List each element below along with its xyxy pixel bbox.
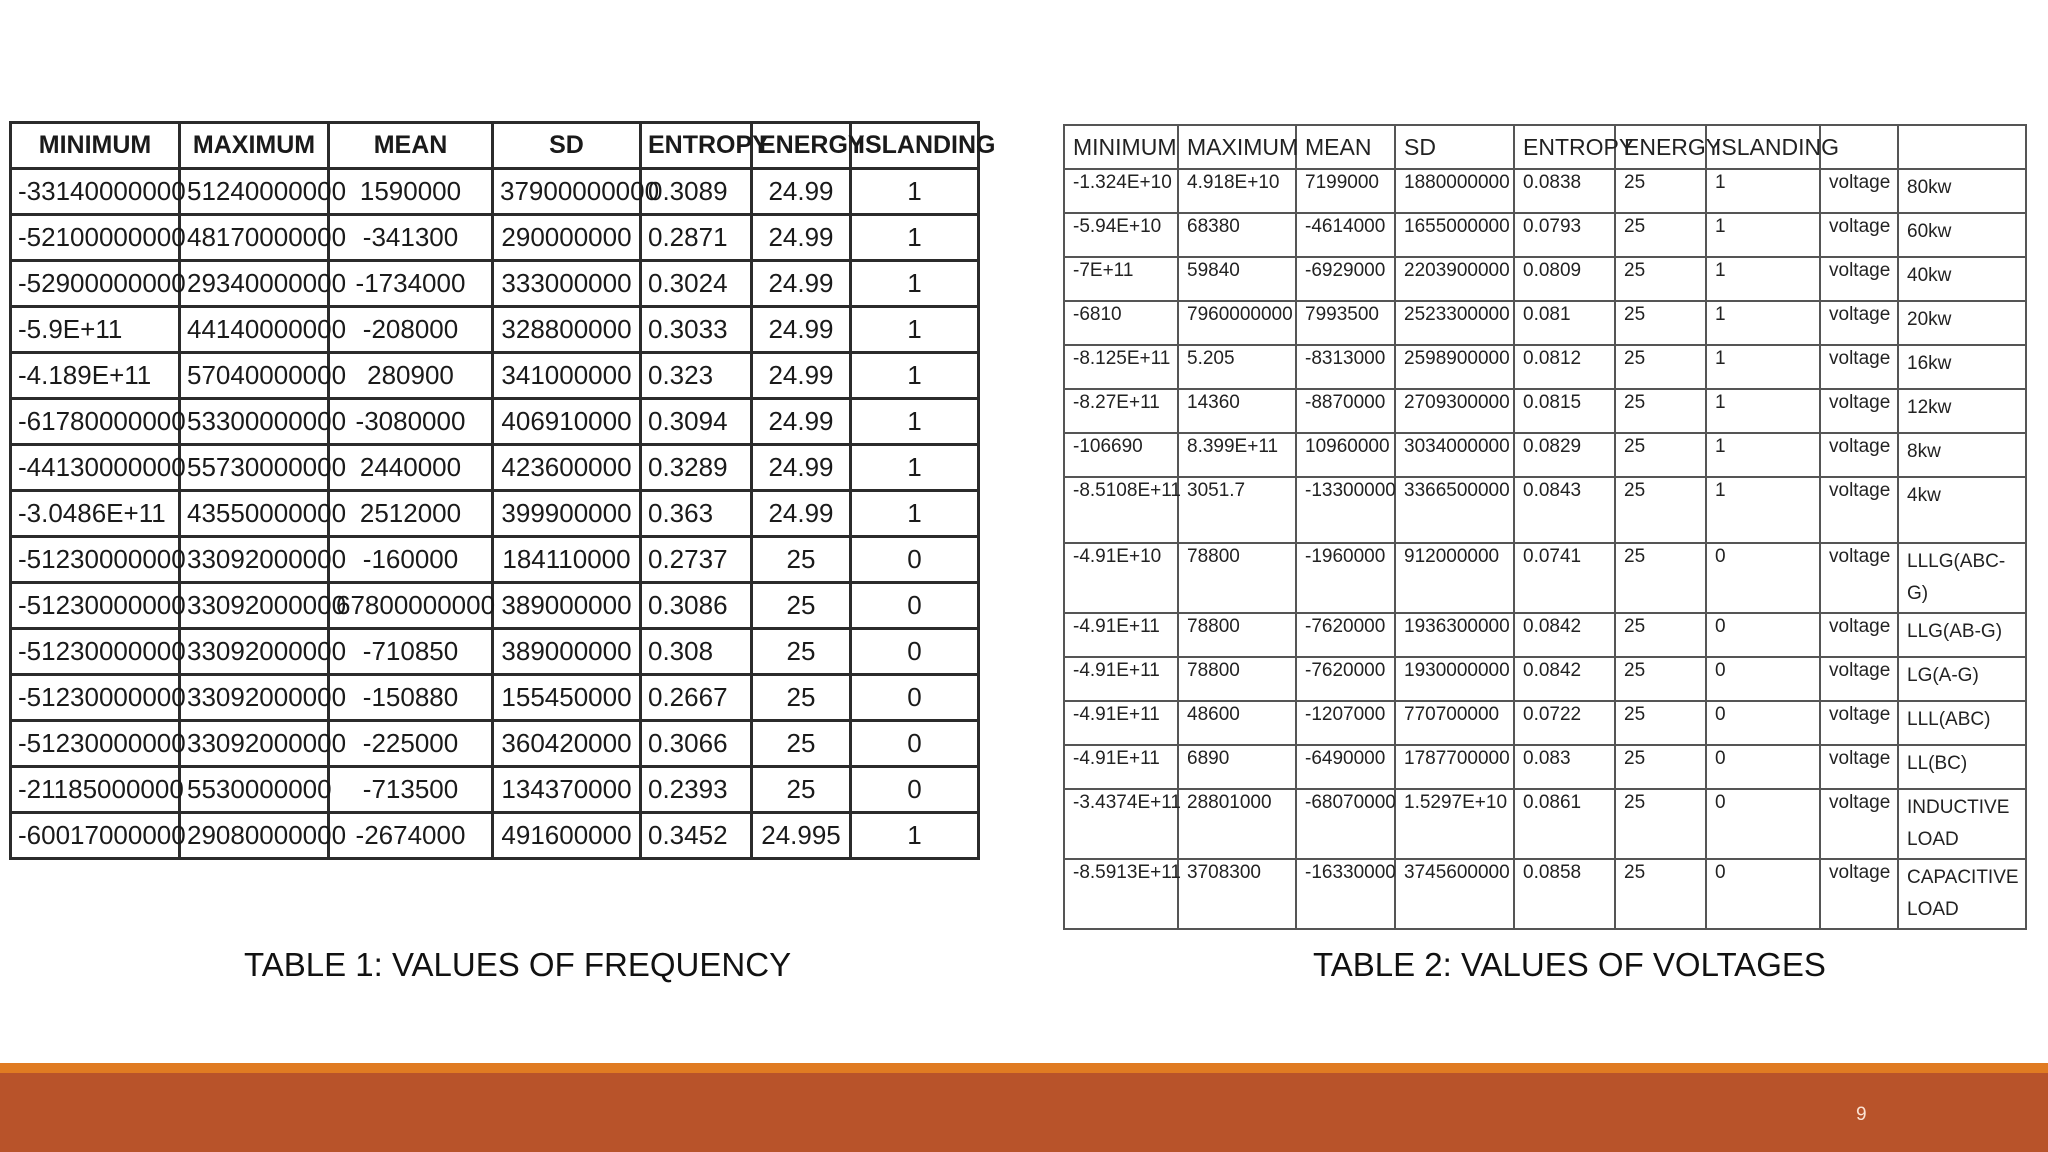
table-cell: 25: [752, 583, 851, 629]
table-cell: 0.081: [1514, 301, 1615, 345]
table-cell: 0: [851, 629, 979, 675]
table-cell: 25: [1615, 477, 1706, 543]
table-cell: 0.0829: [1514, 433, 1615, 477]
table-cell: 25: [1615, 657, 1706, 701]
table-cell: 0.0741: [1514, 543, 1615, 613]
table-row: [11, 445, 979, 491]
table-cell: 1880000000: [1395, 169, 1514, 213]
table-cell: 0: [851, 767, 979, 813]
table-cell: 25: [1615, 389, 1706, 433]
table-cell: 0.0812: [1514, 345, 1615, 389]
table-cell: 1: [1706, 169, 1820, 213]
table-header-row: [1064, 125, 2026, 169]
column-header: MINIMUM: [1064, 125, 1178, 169]
frequency-table: [9, 121, 996, 860]
table-cell: 0.2393: [641, 767, 752, 813]
table-row: [11, 215, 979, 261]
table-cell: 0.363: [641, 491, 752, 537]
table-cell: 28801000: [1178, 789, 1296, 859]
table-cell: 0.0793: [1514, 213, 1615, 257]
table-cell: 1.5297E+10: [1395, 789, 1514, 859]
table-cell: -106690: [1064, 433, 1178, 477]
table-cell: 10960000: [1296, 433, 1395, 477]
table-cell: 25: [1615, 301, 1706, 345]
table-cell: 48170000000: [180, 215, 329, 261]
table-cell: 4.918E+10: [1178, 169, 1296, 213]
table-cell: 0: [851, 537, 979, 583]
table-cell: 360420000: [493, 721, 641, 767]
table-cell: 3051.7: [1178, 477, 1296, 543]
table-cell: 1: [851, 491, 979, 537]
table-cell: 24.99: [752, 445, 851, 491]
table-row: [11, 353, 979, 399]
table-cell: 59840: [1178, 257, 1296, 301]
table-cell: 0.0842: [1514, 613, 1615, 657]
table-cell: voltage: [1820, 859, 1898, 929]
column-header: ENTROPY: [641, 123, 752, 169]
table-cell: voltage: [1820, 657, 1898, 701]
table-cell: -4.91E+11: [1064, 745, 1178, 789]
table-cell: -7E+11: [1064, 257, 1178, 301]
table-cell: 389000000: [493, 629, 641, 675]
table-cell: 1: [1706, 477, 1820, 543]
column-header: MAXIMUM: [1178, 125, 1296, 169]
table-cell: 406910000: [493, 399, 641, 445]
table-cell: 25: [752, 767, 851, 813]
table-header-row: [11, 123, 979, 169]
table-cell: -1207000: [1296, 701, 1395, 745]
table-cell: 67800000000: [329, 583, 493, 629]
table-cell: LG(A-G): [1898, 657, 2026, 701]
table-cell: 8.399E+11: [1178, 433, 1296, 477]
table-row: [11, 767, 979, 813]
table-cell: 1: [1706, 301, 1820, 345]
table-cell: 3708300: [1178, 859, 1296, 929]
table-cell: 912000000: [1395, 543, 1514, 613]
table-cell: 25: [1615, 789, 1706, 859]
table-cell: 0.0809: [1514, 257, 1615, 301]
table-cell: -8.125E+11: [1064, 345, 1178, 389]
table-cell: 3745600000: [1395, 859, 1514, 929]
table-row: [11, 675, 979, 721]
table-cell: 2512000: [329, 491, 493, 537]
table-row: [1064, 433, 2026, 477]
footer-bar: [0, 1073, 2048, 1152]
table-cell: 1787700000: [1395, 745, 1514, 789]
table-cell: 25: [1615, 613, 1706, 657]
table-row: [1064, 657, 2026, 701]
table-cell: 0.2737: [641, 537, 752, 583]
table-cell: -225000: [329, 721, 493, 767]
table-cell: 1936300000: [1395, 613, 1514, 657]
table-cell: 491600000: [493, 813, 641, 859]
table-cell: -2674000: [329, 813, 493, 859]
table-cell: 16kw: [1898, 345, 2026, 389]
table-cell: 25: [752, 537, 851, 583]
table-cell: 5530000000: [180, 767, 329, 813]
table-cell: 78800: [1178, 613, 1296, 657]
table-cell: 1: [851, 445, 979, 491]
table-cell: 33092000000: [180, 721, 329, 767]
table-cell: 1: [1706, 389, 1820, 433]
table-cell: 33092000000: [180, 629, 329, 675]
table-cell: 14360: [1178, 389, 1296, 433]
table-cell: voltage: [1820, 433, 1898, 477]
table-cell: 25: [1615, 213, 1706, 257]
table-cell: 1: [851, 353, 979, 399]
table-cell: 33092000000: [180, 537, 329, 583]
table-cell: 423600000: [493, 445, 641, 491]
table-cell: 1: [1706, 257, 1820, 301]
table-cell: 20kw: [1898, 301, 2026, 345]
column-header: MAXIMUM: [180, 123, 329, 169]
table-cell: -710850: [329, 629, 493, 675]
table-cell: -52900000000: [11, 261, 180, 307]
table-cell: 0: [1706, 657, 1820, 701]
table-cell: -4.91E+11: [1064, 613, 1178, 657]
table-cell: 0.308: [641, 629, 752, 675]
column-header: ENERGY: [752, 123, 851, 169]
table-cell: 1: [1706, 433, 1820, 477]
table-cell: voltage: [1820, 213, 1898, 257]
table-row: [1064, 701, 2026, 745]
table-cell: -16330000: [1296, 859, 1395, 929]
table-cell: 78800: [1178, 543, 1296, 613]
column-header: SD: [493, 123, 641, 169]
table-cell: 290000000: [493, 215, 641, 261]
table-cell: 0.0722: [1514, 701, 1615, 745]
table-cell: voltage: [1820, 301, 1898, 345]
table-cell: voltage: [1820, 257, 1898, 301]
table-cell: -4.91E+10: [1064, 543, 1178, 613]
table-cell: 1: [851, 169, 979, 215]
table-cell: 0: [851, 583, 979, 629]
table-cell: -713500: [329, 767, 493, 813]
table-cell: voltage: [1820, 543, 1898, 613]
table-cell: -341300: [329, 215, 493, 261]
table-cell: 40kw: [1898, 257, 2026, 301]
column-header: MEAN: [1296, 125, 1395, 169]
table-cell: LLL(ABC): [1898, 701, 2026, 745]
column-header: ISLANDING: [851, 123, 979, 169]
table-cell: -1.324E+10: [1064, 169, 1178, 213]
table-cell: 51240000000: [180, 169, 329, 215]
table-cell: 29340000000: [180, 261, 329, 307]
table-cell: 0.3066: [641, 721, 752, 767]
table-cell: CAPACITIVE LOAD: [1898, 859, 2026, 929]
table-cell: 0: [1706, 543, 1820, 613]
table-cell: 24.99: [752, 491, 851, 537]
table-cell: 29080000000: [180, 813, 329, 859]
table-cell: -8.5913E+11: [1064, 859, 1178, 929]
table-row: [11, 261, 979, 307]
table-cell: 24.99: [752, 261, 851, 307]
table-cell: 1: [1706, 213, 1820, 257]
table-row: [11, 399, 979, 445]
table-cell: 0.0861: [1514, 789, 1615, 859]
table-cell: -6929000: [1296, 257, 1395, 301]
table-cell: 60kw: [1898, 213, 2026, 257]
table-cell: 68380: [1178, 213, 1296, 257]
table-cell: 2440000: [329, 445, 493, 491]
table-row: [11, 721, 979, 767]
table-cell: -160000: [329, 537, 493, 583]
table-cell: voltage: [1820, 613, 1898, 657]
table-cell: 1: [851, 261, 979, 307]
table-cell: -7620000: [1296, 613, 1395, 657]
table-cell: 2709300000: [1395, 389, 1514, 433]
table-cell: 7960000000: [1178, 301, 1296, 345]
table-cell: -6490000: [1296, 745, 1395, 789]
table-cell: -51230000000: [11, 675, 180, 721]
table-cell: voltage: [1820, 789, 1898, 859]
table-cell: -60017000000: [11, 813, 180, 859]
table-row: [1064, 789, 2026, 859]
table-row: [1064, 345, 2026, 389]
table-cell: 2203900000: [1395, 257, 1514, 301]
table-cell: 80kw: [1898, 169, 2026, 213]
table-cell: 7199000: [1296, 169, 1395, 213]
table-cell: -1960000: [1296, 543, 1395, 613]
table-cell: LL(BC): [1898, 745, 2026, 789]
table-cell: voltage: [1820, 701, 1898, 745]
table-cell: 2523300000: [1395, 301, 1514, 345]
table-row: [11, 537, 979, 583]
table-cell: -21185000000: [11, 767, 180, 813]
table-row: [11, 629, 979, 675]
table-cell: 0: [1706, 745, 1820, 789]
table-cell: 8kw: [1898, 433, 2026, 477]
table-cell: 24.99: [752, 215, 851, 261]
table-cell: 0.083: [1514, 745, 1615, 789]
table-cell: -150880: [329, 675, 493, 721]
table-cell: 2598900000: [1395, 345, 1514, 389]
table-cell: 25: [1615, 543, 1706, 613]
table-row: [1064, 745, 2026, 789]
table-row: [1064, 169, 2026, 213]
table-cell: 341000000: [493, 353, 641, 399]
table-cell: 3366500000: [1395, 477, 1514, 543]
table-cell: 333000000: [493, 261, 641, 307]
table-cell: -5.94E+10: [1064, 213, 1178, 257]
table-cell: 155450000: [493, 675, 641, 721]
table-cell: 12kw: [1898, 389, 2026, 433]
column-header: ENTROPY: [1514, 125, 1615, 169]
table-cell: 24.99: [752, 399, 851, 445]
table-cell: 0.0815: [1514, 389, 1615, 433]
table-cell: -13300000: [1296, 477, 1395, 543]
table-cell: voltage: [1820, 345, 1898, 389]
table-cell: 134370000: [493, 767, 641, 813]
table-row: [1064, 257, 2026, 301]
table-cell: 399900000: [493, 491, 641, 537]
table-cell: 25: [1615, 859, 1706, 929]
table-cell: 0.0838: [1514, 169, 1615, 213]
table2-caption: TABLE 2: VALUES OF VOLTAGES: [1313, 946, 1826, 983]
voltage-table: [1063, 124, 2027, 930]
page-number: 9: [1856, 1104, 1867, 1125]
table-cell: 0.3089: [641, 169, 752, 215]
table-cell: 0: [1706, 613, 1820, 657]
table-cell: 0.3086: [641, 583, 752, 629]
table-cell: 25: [752, 629, 851, 675]
table-cell: 0.3094: [641, 399, 752, 445]
table-cell: 1: [851, 215, 979, 261]
table-row: [11, 169, 979, 215]
table-cell: 0.0842: [1514, 657, 1615, 701]
table-cell: 280900: [329, 353, 493, 399]
table-row: [1064, 543, 2026, 613]
table-cell: -4.91E+11: [1064, 701, 1178, 745]
table-row: [11, 583, 979, 629]
table-cell: 0: [851, 721, 979, 767]
column-header: MINIMUM: [11, 123, 180, 169]
table-cell: -6810: [1064, 301, 1178, 345]
table-cell: 1: [851, 307, 979, 353]
table-cell: LLLG(ABC-G): [1898, 543, 2026, 613]
table-cell: 1: [851, 813, 979, 859]
table-cell: 0.3024: [641, 261, 752, 307]
table-cell: 0.0843: [1514, 477, 1615, 543]
table-cell: -7620000: [1296, 657, 1395, 701]
table-row: [1064, 613, 2026, 657]
table-cell: 770700000: [1395, 701, 1514, 745]
table-cell: 1930000000: [1395, 657, 1514, 701]
table-cell: 7993500: [1296, 301, 1395, 345]
table-cell: 3034000000: [1395, 433, 1514, 477]
table-cell: -51230000000: [11, 721, 180, 767]
table-cell: 33092000000: [180, 583, 329, 629]
table-cell: 0.3033: [641, 307, 752, 353]
table-cell: 0.3289: [641, 445, 752, 491]
table-row: [11, 813, 979, 859]
table-cell: voltage: [1820, 169, 1898, 213]
table-cell: -68070000: [1296, 789, 1395, 859]
table-cell: 25: [1615, 745, 1706, 789]
table-cell: 37900000000: [493, 169, 641, 215]
column-header: [1898, 125, 2026, 169]
table-cell: 33092000000: [180, 675, 329, 721]
column-header: ENERGY: [1615, 125, 1706, 169]
table-cell: 5.205: [1178, 345, 1296, 389]
footer-accent-line: [0, 1063, 2048, 1073]
table-cell: 57040000000: [180, 353, 329, 399]
table-cell: 6890: [1178, 745, 1296, 789]
table-cell: 1: [1706, 345, 1820, 389]
table-cell: 24.99: [752, 307, 851, 353]
table-cell: 0: [851, 675, 979, 721]
table-cell: 25: [752, 721, 851, 767]
column-header: ISLANDING: [1706, 125, 1820, 169]
table-cell: voltage: [1820, 477, 1898, 543]
table-cell: 0.323: [641, 353, 752, 399]
table-cell: LLG(AB-G): [1898, 613, 2026, 657]
table-cell: -8.5108E+11: [1064, 477, 1178, 543]
column-header: SD: [1395, 125, 1514, 169]
table-cell: 53300000000: [180, 399, 329, 445]
table-cell: 1: [851, 399, 979, 445]
table-row: [11, 307, 979, 353]
table-cell: -52100000000: [11, 215, 180, 261]
table-cell: -3.4374E+11: [1064, 789, 1178, 859]
table-cell: 1590000: [329, 169, 493, 215]
table-cell: -61780000000: [11, 399, 180, 445]
column-header: MEAN: [329, 123, 493, 169]
table-cell: 48600: [1178, 701, 1296, 745]
table-row: [11, 491, 979, 537]
table-cell: INDUCTIVE LOAD: [1898, 789, 2026, 859]
table-row: [1064, 477, 2026, 543]
table-cell: -33140000000: [11, 169, 180, 215]
table1-caption: TABLE 1: VALUES OF FREQUENCY: [244, 946, 792, 983]
table-cell: -208000: [329, 307, 493, 353]
table-cell: 328800000: [493, 307, 641, 353]
table-cell: 0: [1706, 789, 1820, 859]
table-cell: 184110000: [493, 537, 641, 583]
table-cell: 25: [1615, 257, 1706, 301]
table-cell: 0.0858: [1514, 859, 1615, 929]
table-cell: -51230000000: [11, 583, 180, 629]
table-cell: 0: [1706, 859, 1820, 929]
table-cell: 44140000000: [180, 307, 329, 353]
table-cell: -4614000: [1296, 213, 1395, 257]
table-cell: 4kw: [1898, 477, 2026, 543]
table-cell: 55730000000: [180, 445, 329, 491]
table-cell: 24.995: [752, 813, 851, 859]
table-cell: voltage: [1820, 745, 1898, 789]
table-cell: -51230000000: [11, 629, 180, 675]
table-row: [1064, 389, 2026, 433]
table-cell: -8870000: [1296, 389, 1395, 433]
table-row: [1064, 213, 2026, 257]
table-cell: -3.0486E+11: [11, 491, 180, 537]
table-cell: -4.91E+11: [1064, 657, 1178, 701]
table-cell: 25: [1615, 169, 1706, 213]
table-cell: -4.189E+11: [11, 353, 180, 399]
table-cell: 25: [752, 675, 851, 721]
table-cell: 25: [1615, 701, 1706, 745]
table-cell: -5.9E+11: [11, 307, 180, 353]
table-cell: 24.99: [752, 169, 851, 215]
table-cell: 0.2871: [641, 215, 752, 261]
table-cell: voltage: [1820, 389, 1898, 433]
table-cell: 78800: [1178, 657, 1296, 701]
table-row: [1064, 859, 2026, 929]
table-cell: 0: [1706, 701, 1820, 745]
table-cell: 389000000: [493, 583, 641, 629]
table-cell: -3080000: [329, 399, 493, 445]
table-cell: 1655000000: [1395, 213, 1514, 257]
table-cell: 0.3452: [641, 813, 752, 859]
table-cell: 43550000000: [180, 491, 329, 537]
table-cell: -51230000000: [11, 537, 180, 583]
table-cell: -8.27E+11: [1064, 389, 1178, 433]
table-cell: 25: [1615, 345, 1706, 389]
table-cell: 24.99: [752, 353, 851, 399]
table-cell: 25: [1615, 433, 1706, 477]
table-cell: -1734000: [329, 261, 493, 307]
table-cell: -44130000000: [11, 445, 180, 491]
table-cell: -8313000: [1296, 345, 1395, 389]
table-cell: 0.2667: [641, 675, 752, 721]
table-row: [1064, 301, 2026, 345]
